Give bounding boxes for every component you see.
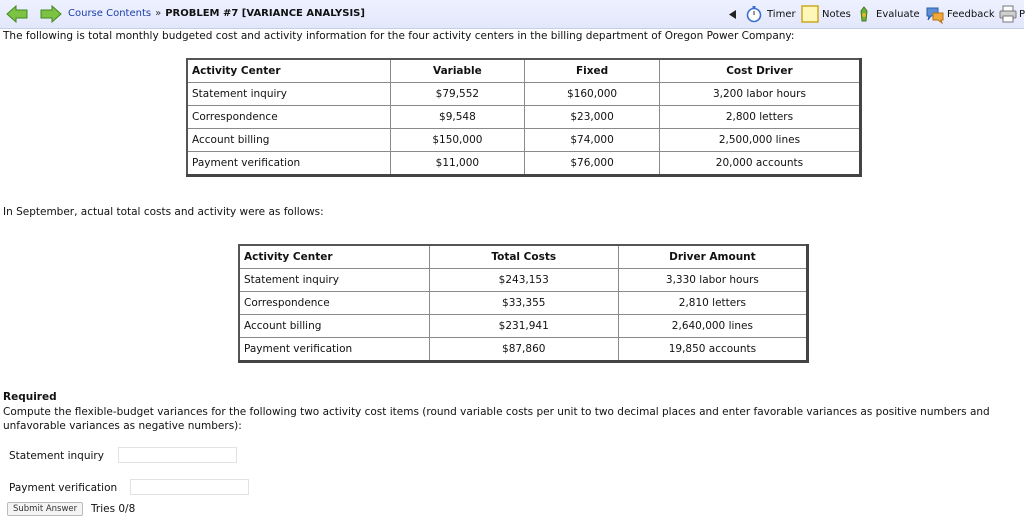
timer-tool[interactable] [745, 5, 796, 23]
collapse-left-icon[interactable] [729, 10, 737, 19]
cell-activity: Correspondence [187, 106, 390, 129]
cell-driver-amount: 2,640,000 lines [618, 315, 807, 338]
statement-inquiry-input[interactable] [118, 447, 237, 463]
notes-label: Notes [822, 8, 851, 20]
cell-total-costs: $243,153 [429, 269, 618, 292]
intro-text: The following is total monthly budgeted cost and activity information for the four activity centers in the billing department of Oregon Power Company: [3, 30, 795, 42]
cell-driver-amount: 3,330 labor hours [618, 269, 807, 292]
header-variable: Variable [390, 59, 525, 83]
cell-variable: $79,552 [390, 83, 525, 106]
cell-variable: $9,548 [390, 106, 525, 129]
cell-fixed: $76,000 [525, 152, 660, 176]
table-row [239, 338, 808, 362]
cell-fixed: $23,000 [525, 106, 660, 129]
actual-intro-text: In September, actual total costs and activity were as follows: [3, 206, 324, 218]
cell-cost-driver: 2,800 letters [659, 106, 860, 129]
cell-total-costs: $231,941 [429, 315, 618, 338]
payment-verification-label: Payment verification [9, 482, 118, 494]
table-row [239, 269, 808, 292]
breadcrumb-separator: » [155, 8, 162, 19]
header-total-costs: Total Costs [429, 245, 618, 269]
actual-table [238, 244, 809, 363]
table-header-row [187, 59, 861, 83]
forward-arrow-icon[interactable] [39, 5, 63, 23]
evaluate-icon [856, 5, 872, 23]
evaluate-label: Evaluate [876, 8, 920, 20]
print-icon [999, 5, 1017, 23]
cell-variable: $150,000 [390, 129, 525, 152]
notes-icon [801, 5, 819, 23]
table-row [187, 129, 861, 152]
cell-cost-driver: 2,500,000 lines [659, 129, 860, 152]
cell-activity: Payment verification [239, 338, 429, 362]
top-toolbar [0, 0, 1024, 29]
required-heading: Required [3, 391, 57, 403]
feedback-label: Feedback [947, 8, 995, 20]
cell-total-costs: $33,355 [429, 292, 618, 315]
cell-activity: Account billing [239, 315, 429, 338]
feedback-tool[interactable] [925, 5, 995, 23]
notes-tool[interactable] [801, 5, 851, 23]
cell-variable: $11,000 [390, 152, 525, 176]
back-arrow-icon[interactable] [5, 5, 29, 23]
timer-label: Timer [767, 8, 796, 20]
cell-cost-driver: 20,000 accounts [659, 152, 860, 176]
tries-counter: Tries 0/8 [91, 503, 136, 515]
evaluate-tool[interactable] [856, 5, 920, 23]
header-activity-center: Activity Center [239, 245, 429, 269]
problem-title: PROBLEM #7 [VARIANCE ANALYSIS] [165, 8, 365, 19]
payment-verification-input[interactable] [130, 479, 249, 495]
header-cost-driver: Cost Driver [659, 59, 860, 83]
table-row [187, 152, 861, 176]
cell-activity: Statement inquiry [239, 269, 429, 292]
print-label: P [1019, 8, 1025, 20]
feedback-icon [925, 5, 945, 23]
breadcrumb [68, 8, 365, 19]
header-activity-center: Activity Center [187, 59, 390, 83]
cell-activity: Payment verification [187, 152, 390, 176]
cell-activity: Statement inquiry [187, 83, 390, 106]
cell-activity: Correspondence [239, 292, 429, 315]
statement-inquiry-label: Statement inquiry [9, 450, 104, 462]
budget-table [186, 58, 862, 177]
table-row [187, 83, 861, 106]
course-contents-link[interactable]: Course Contents [68, 8, 152, 19]
submit-answer-button[interactable]: Submit Answer [7, 502, 83, 516]
cell-driver-amount: 2,810 letters [618, 292, 807, 315]
required-text: Compute the flexible-budget variances for the following two activity cost items (round variable costs per unit to two decimal places and enter favorable variances as positive numbers and unfavorable variances as negative numbers): [3, 406, 990, 432]
cell-driver-amount: 19,850 accounts [618, 338, 807, 362]
table-row [239, 315, 808, 338]
table-row [239, 292, 808, 315]
table-header-row [239, 245, 808, 269]
cell-fixed: $74,000 [525, 129, 660, 152]
cell-cost-driver: 3,200 labor hours [659, 83, 860, 106]
cell-total-costs: $87,860 [429, 338, 618, 362]
cell-activity: Account billing [187, 129, 390, 152]
table-row [187, 106, 861, 129]
timer-icon [745, 5, 763, 23]
header-fixed: Fixed [525, 59, 660, 83]
cell-fixed: $160,000 [525, 83, 660, 106]
header-driver-amount: Driver Amount [618, 245, 807, 269]
print-tool[interactable] [999, 5, 1025, 23]
